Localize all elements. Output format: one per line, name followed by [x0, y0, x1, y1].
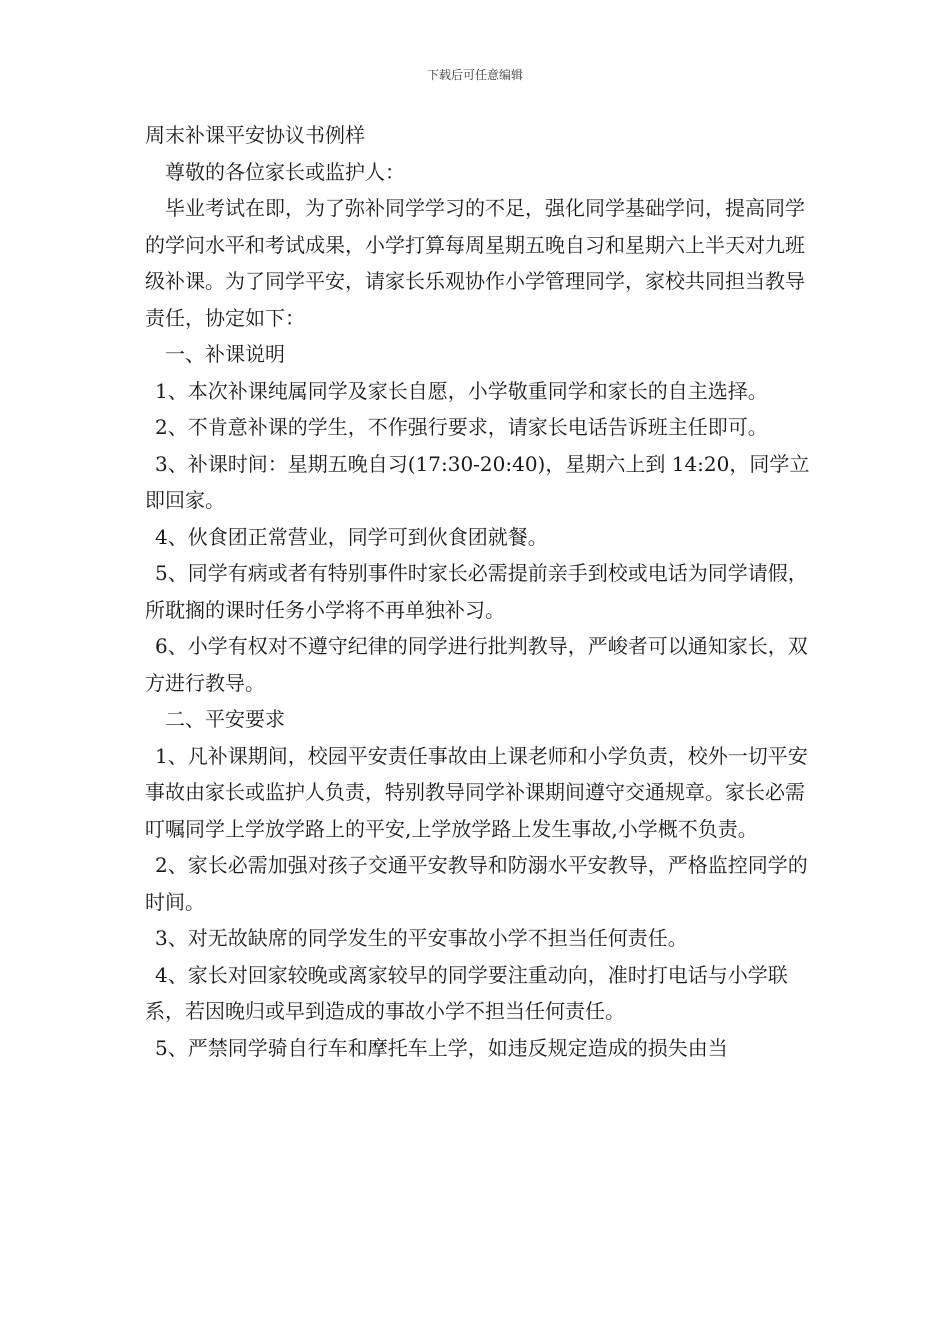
section2-item: 1、凡补课期间，校园平安责任事故由上课老师和小学负责，校外一切平安事故由家长或监护人负责，特别教导同学补课期间遵守交通规章。家长必需叮嘱同学上学放学路上的平安,上学放学路上发生事故,小学概不负责。: [145, 743, 808, 841]
section-heading-1: 一、补课说明: [165, 342, 285, 366]
section1-item: 1、本次补课纯属同学及家长自愿，小学敬重同学和家长的自主选择。: [155, 378, 768, 403]
page-header: 下载后可任意编辑: [426, 68, 523, 82]
section2-item: 4、家长对回家较晚或离家较早的同学要注重动向，准时打电话与小学联系，若因晚归或早到造成的事故小学不担当任何责任。: [145, 962, 788, 1023]
section1-item: 4、伙食团正常营业，同学可到伙食团就餐。: [155, 524, 548, 549]
section1-item: 3、补课时间：星期五晚自习(17:30-20:40)，星期六上到 14:20，同学立即回家。: [145, 451, 810, 512]
section1-item: 2、不肯意补课的学生，不作强行要求，请家长电话告诉班主任即可。: [155, 415, 768, 439]
section1-item: 6、小学有权对不遵守纪律的同学进行批判教导，严峻者可以通知家长，双方进行教导。: [145, 634, 808, 695]
section2-item: 5、严禁同学骑自行车和摩托车上学，如违反规定造成的损失由当: [155, 1035, 728, 1060]
section2-item: 3、对无故缺席的同学发生的平安事故小学不担当任何责任。: [155, 926, 688, 950]
salutation: 尊敬的各位家长或监护人：: [165, 159, 405, 184]
intro-paragraph: 毕业考试在即，为了弥补同学学习的不足，强化同学基础学问，提高同学的学问水平和考试成果，小学打算每周星期五晚自习和星期六上半天对九班级补课。为了同学平安，请家长乐观协作小学管理同学，家校共同担当教导责任，协定如下：: [145, 196, 805, 330]
section-heading-2: 二、平安要求: [165, 707, 285, 731]
section2-item: 2、家长必需加强对孩子交通平安教导和防溺水平安教导，严格监控同学的时间。: [145, 853, 808, 914]
section1-item: 5、同学有病或者有特别事件时家长必需提前亲手到校或电话为同学请假，所耽搁的课时任务小学将不再单独补习。: [145, 561, 808, 622]
document-body: [145, 117, 813, 1066]
document-title: 周末补课平安协议书例样: [145, 123, 365, 147]
